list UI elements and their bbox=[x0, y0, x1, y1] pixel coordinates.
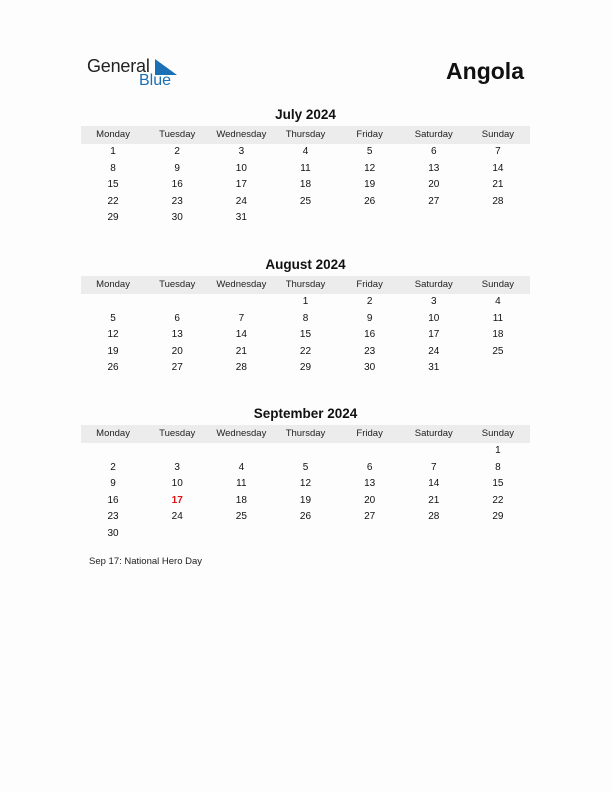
weekday-label: Friday bbox=[356, 428, 383, 439]
day-cell: 25 bbox=[492, 345, 504, 357]
day-cell: 25 bbox=[235, 511, 247, 523]
day-cell: 7 bbox=[495, 146, 501, 157]
day-cell: 21 bbox=[428, 494, 440, 506]
weekday-label: Wednesday bbox=[216, 279, 267, 290]
day-cell: 22 bbox=[107, 195, 119, 207]
day-cell: 6 bbox=[174, 312, 180, 324]
day-cell: 12 bbox=[107, 329, 119, 341]
week-row bbox=[81, 493, 530, 510]
day-cell: 18 bbox=[492, 329, 504, 341]
week-row bbox=[81, 194, 530, 211]
week-row bbox=[81, 177, 530, 194]
day-cell: 4 bbox=[302, 146, 309, 157]
month-calendar bbox=[81, 256, 530, 377]
day-cell: 5 bbox=[366, 146, 373, 157]
day-cell: 8 bbox=[495, 461, 501, 473]
week-row bbox=[81, 311, 530, 328]
day-cell bbox=[273, 210, 337, 227]
weekday-label: Monday bbox=[96, 428, 130, 439]
week-row bbox=[81, 144, 530, 161]
month-title: July 2024 bbox=[275, 107, 336, 122]
day-cell: 10 bbox=[235, 162, 247, 174]
day-cell: 27 bbox=[428, 195, 440, 207]
generalblue-logo bbox=[87, 56, 187, 92]
day-cell: 16 bbox=[171, 179, 183, 191]
weekday-header bbox=[81, 276, 530, 294]
month-title: August 2024 bbox=[265, 257, 346, 272]
day-cell: 25 bbox=[299, 195, 312, 207]
week-row bbox=[81, 327, 530, 344]
weekday-label: Monday bbox=[96, 129, 130, 140]
day-cell: 26 bbox=[364, 195, 376, 207]
day-cell: 10 bbox=[171, 478, 183, 490]
day-cell: 24 bbox=[428, 345, 440, 357]
day-cell: 31 bbox=[428, 362, 440, 374]
day-cell bbox=[402, 210, 466, 227]
day-cell bbox=[273, 526, 337, 543]
day-cell bbox=[145, 443, 209, 460]
day-cell: 28 bbox=[492, 195, 504, 207]
day-cell: 11 bbox=[492, 312, 504, 324]
day-cell: 14 bbox=[492, 162, 504, 174]
holiday-note: Sep 17: National Hero Day bbox=[89, 556, 203, 567]
day-cell: 4 bbox=[495, 296, 501, 307]
weekday-label: Thursday bbox=[285, 428, 326, 439]
day-cell bbox=[81, 294, 145, 311]
weekday-header bbox=[81, 425, 530, 443]
day-cell: 29 bbox=[492, 511, 504, 523]
day-cell: 18 bbox=[235, 494, 247, 506]
day-cell: 20 bbox=[171, 345, 183, 357]
day-cell bbox=[466, 526, 530, 543]
day-cell: 19 bbox=[364, 179, 376, 191]
day-cell: 10 bbox=[428, 312, 440, 324]
day-cell: 15 bbox=[299, 329, 312, 341]
day-cell: 6 bbox=[430, 146, 437, 157]
day-cell: 13 bbox=[364, 478, 376, 490]
day-cell: 11 bbox=[300, 162, 311, 174]
day-cell: 11 bbox=[236, 478, 247, 490]
weekday-label: Wednesday bbox=[216, 129, 267, 140]
week-row bbox=[81, 526, 530, 543]
weekday-label: Sunday bbox=[481, 129, 515, 140]
weekday-label: Wednesday bbox=[216, 428, 267, 439]
day-cell: 2 bbox=[366, 296, 373, 307]
day-cell: 14 bbox=[428, 478, 440, 490]
day-cell bbox=[209, 443, 273, 460]
day-cell bbox=[466, 360, 530, 377]
day-cell: 7 bbox=[430, 461, 437, 473]
day-cell: 3 bbox=[174, 461, 180, 473]
day-cell: 15 bbox=[492, 478, 504, 490]
day-cell bbox=[209, 294, 273, 311]
day-cell: 3 bbox=[430, 296, 437, 307]
month-title: September 2024 bbox=[253, 406, 358, 421]
day-cell: 19 bbox=[299, 494, 312, 506]
day-cell: 13 bbox=[171, 329, 183, 341]
day-cell bbox=[209, 526, 273, 543]
month-calendar bbox=[81, 106, 530, 227]
day-cell: 24 bbox=[235, 195, 247, 207]
day-cell: 30 bbox=[364, 362, 376, 374]
day-cell: 28 bbox=[428, 511, 440, 523]
week-row bbox=[81, 360, 530, 377]
day-cell: 20 bbox=[364, 494, 376, 506]
week-row bbox=[81, 443, 530, 460]
day-cell: 13 bbox=[428, 162, 440, 174]
day-cell bbox=[145, 294, 209, 311]
day-cell: 21 bbox=[235, 345, 247, 357]
weekday-label: Tuesday bbox=[159, 428, 196, 439]
day-cell bbox=[466, 210, 530, 227]
day-cell: 2 bbox=[174, 146, 180, 157]
day-cell: 7 bbox=[238, 312, 245, 324]
day-cell: 9 bbox=[174, 162, 180, 174]
day-cell: 16 bbox=[364, 329, 376, 341]
day-cell: 15 bbox=[107, 179, 119, 191]
weekday-label: Saturday bbox=[414, 428, 453, 439]
day-cell: 24 bbox=[171, 511, 183, 523]
day-cell: 1 bbox=[302, 296, 309, 307]
day-cell: 29 bbox=[299, 362, 312, 374]
day-cell: 18 bbox=[299, 179, 312, 191]
day-cell: 9 bbox=[366, 312, 373, 324]
day-cell: 23 bbox=[171, 195, 183, 207]
day-cell: 21 bbox=[492, 179, 504, 191]
day-cell: 1 bbox=[495, 445, 501, 456]
day-cell: 19 bbox=[107, 345, 119, 357]
day-cell: 3 bbox=[238, 146, 245, 157]
day-cell bbox=[402, 443, 466, 460]
weekday-label: Monday bbox=[96, 279, 130, 290]
week-row bbox=[81, 476, 530, 493]
weekday-label: Thursday bbox=[285, 279, 326, 290]
day-cell: 2 bbox=[110, 461, 116, 473]
day-cell: 31 bbox=[235, 212, 247, 224]
day-cell: 8 bbox=[302, 312, 309, 324]
week-row bbox=[81, 460, 530, 477]
day-cell: 5 bbox=[110, 312, 116, 324]
day-cell: 22 bbox=[492, 494, 504, 506]
month-calendar bbox=[81, 405, 530, 543]
day-cell: 27 bbox=[364, 511, 376, 523]
day-cell bbox=[338, 526, 402, 543]
day-cell bbox=[145, 526, 209, 543]
day-cell: 26 bbox=[299, 511, 312, 523]
weekday-label: Sunday bbox=[481, 279, 515, 290]
day-cell: 4 bbox=[238, 461, 245, 473]
weekday-label: Tuesday bbox=[159, 129, 196, 140]
day-cell: 23 bbox=[364, 345, 376, 357]
weekday-label: Friday bbox=[356, 129, 383, 140]
day-cell: 12 bbox=[299, 478, 312, 490]
day-cell: 23 bbox=[107, 511, 119, 523]
day-cell bbox=[338, 210, 402, 227]
day-cell bbox=[338, 443, 402, 460]
day-cell: 27 bbox=[171, 362, 183, 374]
day-cell bbox=[273, 443, 337, 460]
day-cell: 22 bbox=[299, 345, 312, 357]
day-cell: 29 bbox=[107, 212, 119, 224]
day-cell: 9 bbox=[110, 478, 116, 490]
weekday-label: Saturday bbox=[414, 279, 453, 290]
day-cell: 28 bbox=[235, 362, 247, 374]
day-cell: 17 bbox=[428, 329, 440, 341]
day-cell: 8 bbox=[110, 162, 116, 174]
day-cell: 1 bbox=[110, 146, 116, 157]
week-row bbox=[81, 509, 530, 526]
day-cell-holiday: 17 bbox=[171, 494, 183, 506]
weekday-header bbox=[81, 126, 530, 144]
weekday-label: Sunday bbox=[481, 428, 515, 439]
day-cell: 17 bbox=[235, 179, 247, 191]
day-cell bbox=[402, 526, 466, 543]
day-cell: 5 bbox=[302, 461, 309, 473]
logo-word-blue: Blue bbox=[139, 72, 172, 89]
country-title: Angola bbox=[446, 58, 524, 84]
week-row bbox=[81, 210, 530, 227]
week-row bbox=[81, 161, 530, 178]
day-cell: 30 bbox=[107, 527, 119, 539]
day-cell: 14 bbox=[235, 329, 247, 341]
day-cell: 12 bbox=[364, 162, 376, 174]
logo-word-general: General bbox=[87, 56, 150, 76]
weekday-label: Thursday bbox=[285, 129, 326, 140]
day-cell: 20 bbox=[428, 179, 440, 191]
day-cell: 16 bbox=[107, 494, 119, 506]
day-cell: 6 bbox=[366, 461, 373, 473]
weekday-label: Friday bbox=[356, 279, 383, 290]
weekday-label: Saturday bbox=[414, 129, 453, 140]
week-row bbox=[81, 344, 530, 361]
week-row bbox=[81, 294, 530, 311]
weekday-label: Tuesday bbox=[159, 279, 196, 290]
day-cell: 30 bbox=[171, 212, 183, 224]
day-cell: 26 bbox=[107, 362, 119, 374]
day-cell bbox=[81, 443, 145, 460]
